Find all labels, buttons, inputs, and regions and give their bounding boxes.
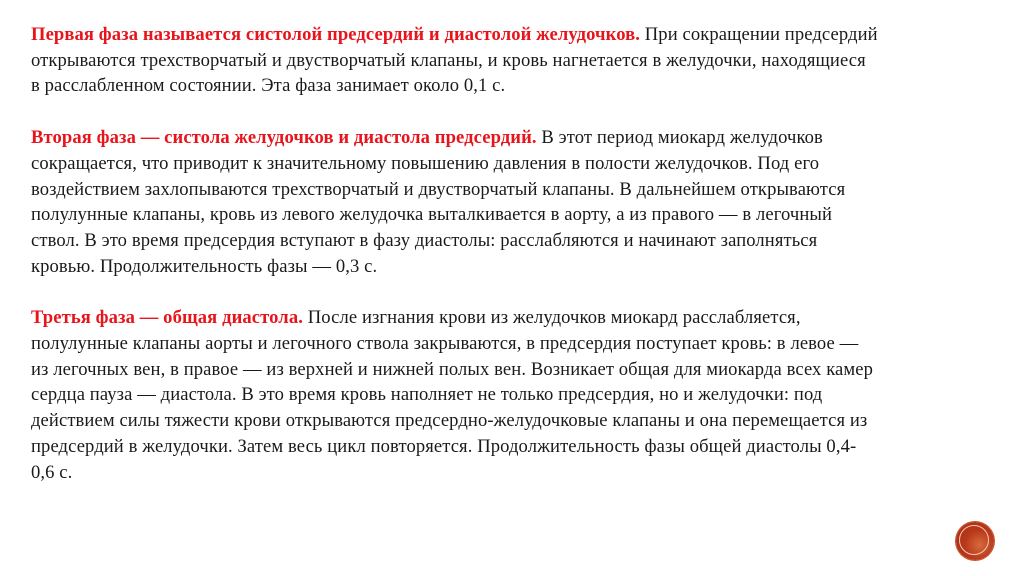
- phase-2-heading: Вторая фаза — систола желудочков и диастола предсердий.: [31, 127, 537, 149]
- text-line: ствол. В это время предсердия вступают в фазу диастолы: расслабляются и начинают заполняться: [31, 229, 818, 251]
- slide-content: [31, 22, 1011, 511]
- text-line: в расслабленном состоянии. Эта фаза занимает около 0,1 с.: [31, 75, 506, 97]
- text-line: 0,6 с.: [31, 461, 73, 483]
- phase-2-text: В этот период миокард желудочков: [536, 127, 823, 149]
- text-line: [31, 125, 1011, 151]
- paragraph-phase-1: [31, 22, 1011, 99]
- text-line: [31, 22, 1011, 48]
- text-line: полулунные клапаны аорты и легочного ствола закрываются, в предсердия поступает кровь: в левое —: [31, 333, 859, 355]
- text-line: сокращается, что приводит к значительному повышению давления в полости желудочков. Под его: [31, 152, 820, 174]
- phase-3-text: После изгнания крови из желудочков миокард расслабляется,: [302, 307, 801, 329]
- text-line: сердца пауза — диастола. В это время кровь наполняет не только предсердия, но и желудочки: под: [31, 384, 823, 406]
- circle-nav-icon: [959, 525, 989, 555]
- phase-3-heading: Третья фаза — общая диастола.: [31, 307, 303, 329]
- next-slide-button[interactable]: [956, 522, 994, 560]
- phase-1-text: При сокращении предсердий: [640, 24, 878, 45]
- text-line: открываются трехстворчатый и двустворчатый клапаны, и кровь нагнетается в желудочки, находящиеся: [31, 49, 866, 71]
- text-line: [31, 305, 1011, 331]
- phase-1-heading: Первая фаза называется систолой предсердий и диастолой желудочков.: [31, 24, 641, 45]
- text-line: кровью. Продолжительность фазы — 0,3 с.: [31, 255, 378, 277]
- text-line: из легочных вен, в правое — из верхней и нижней полых вен. Возникает общая для миокарда всех камер: [31, 358, 874, 380]
- paragraph-phase-3: [31, 305, 1011, 485]
- text-line: предсердий в желудочки. Затем весь цикл повторяется. Продолжительность фазы общей диастолы 0,4-: [31, 435, 857, 457]
- paragraph-phase-2: [31, 125, 1011, 279]
- text-line: действием силы тяжести крови открываются предсердно-желудочковые клапаны и она перемещается из: [31, 410, 868, 432]
- text-line: воздействием захлопываются трехстворчатый и двустворчатый клапаны. В дальнейшем открываются: [31, 178, 846, 200]
- text-line: полулунные клапаны, кровь из левого желудочка выталкивается в аорту, а из правого — в легочный: [31, 204, 833, 226]
